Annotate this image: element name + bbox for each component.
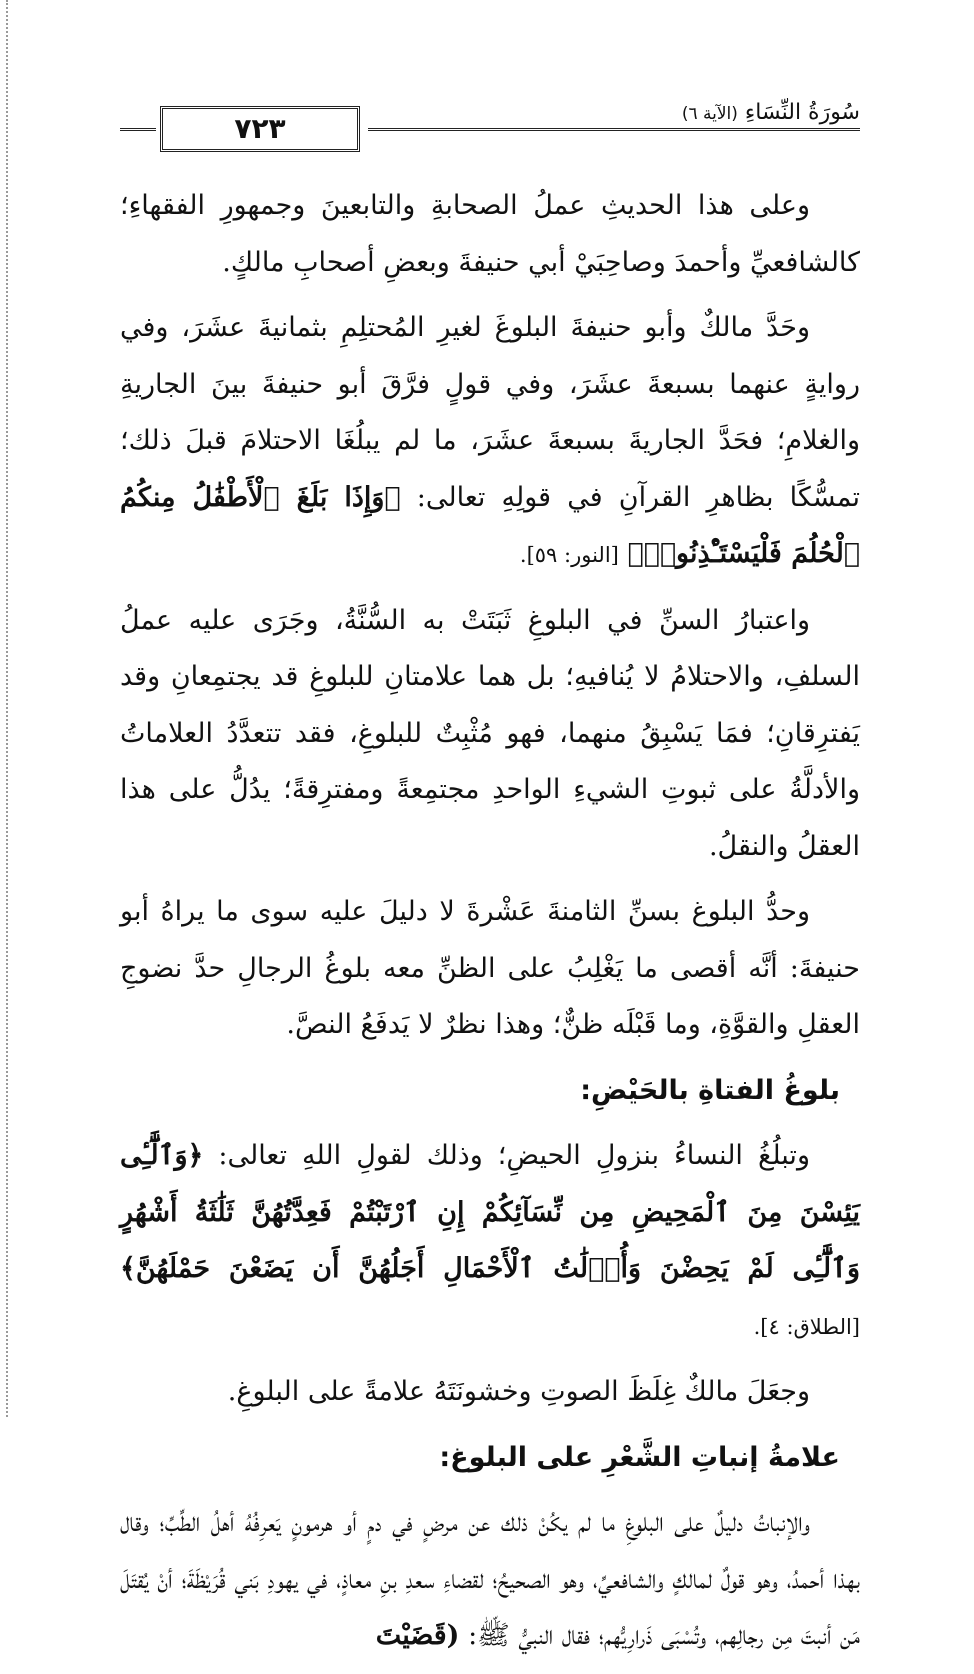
surah-title	[674, 100, 860, 125]
paragraph-text: واعتبارُ السنِّ في البلوغِ ثَبَتَتْ به السُّنَّةُ، وجَرَى عليه عملُ السلفِ، والاحتلامُ لا يُنافيهِ؛ بل هما علامتانِ للبلوغِ قد يجتمِعانِ وقد يَفترِقانِ؛ فمَا يَسْبِقُ منهما، فهو مُثْبِتٌ للبلوغِ، فقد تتعدَّدُ العلاماتُ والأدلَّةُ على ثبوتِ الشيءِ الواحدِ مجتمِعةً ومفترِقةً؛ يدُلُّ على هذا العقلُ والنقلُ.	[120, 604, 860, 862]
paragraph	[120, 1128, 860, 1355]
page-edge-dotted-line	[6, 0, 8, 1417]
section-heading	[120, 1430, 860, 1487]
ayah-reference: (الآية ٦)	[681, 104, 738, 124]
paragraph	[120, 884, 860, 1054]
paragraph	[120, 178, 860, 291]
quran-verse: ﴿وَٱلَّٰٓـِٔى يَئِسْنَ مِنَ ٱلْمَحِيضِ مِن نِّسَآئِكُمْ إِنِ ٱرْتَبْتُمْ فَعِدَّتُهُنَّ ثَلَٰثَةُ أَشْهُرٍ وَٱلَّٰٓـِٔى لَمْ يَحِضْنَ وَأُو۟لَٰتُ ٱلْأَحْمَالِ أَجَلُهُنَّ أَن يَضَعْنَ حَمْلَهُنَّ﴾	[120, 1140, 860, 1284]
heading-text: علامةُ إنباتِ الشَّعْرِ على البلوغ:	[439, 1441, 840, 1473]
page-body	[120, 178, 860, 1674]
header-rule-left	[120, 128, 156, 131]
verse-citation: [النور: ٥٩].	[519, 543, 619, 567]
paragraph-text: وحدُّ البلوغ بسنِّ الثامنةَ عَشْرةَ لا دليلَ عليه سوى ما يراهُ أبو حنيفةَ: أنَّه أقصى ما يَغْلِبُ على الظنِّ معه بلوغُ الرجالِ حدَّ نضوجِ العقلِ والقوَّةِ، وما قَبْلَه ظنٌّ؛ وهذا نظرٌ لا يَدفَعُ النصَّ.	[120, 896, 860, 1040]
paragraph-text: وحَدَّ مالكٌ وأبو حنيفةَ البلوغَ لغيرِ المُحتلِمِ بثمانيةَ عشَرَ، وفي روايةٍ عنهما بسبعةَ عشَرَ، وفي قولٍ فرَّقَ أبو حنيفةَ بينَ الجاريةِ والغلامِ؛ فحَدَّ الجاريةَ بسبعةَ عشَرَ، ما لم يبلُغَا الاحتلامَ قبلَ ذلك؛ تمسُّكًا بظاهرِ القرآنِ في قولِهِ تعالى:	[120, 312, 860, 513]
paragraph	[120, 1364, 860, 1421]
header-rule-right	[368, 128, 860, 131]
heading-text: بلوغُ الفتاةِ بالحَيْضِ:	[580, 1074, 840, 1106]
paragraph	[120, 1495, 860, 1665]
page-number: ٧٢٣	[234, 112, 286, 145]
paragraph-text: وتبلُغُ النساءُ بنزولِ الحيضِ؛ وذلك لقولِ اللهِ تعالى:	[218, 1140, 810, 1171]
surah-name: سُورَةُ النِّسَاءِ	[744, 100, 860, 125]
section-heading	[120, 1063, 860, 1120]
paragraph	[120, 300, 860, 584]
quran-verse: (قَضَيْتَ	[375, 1620, 460, 1651]
paragraph	[120, 593, 860, 876]
verse-citation: [الطلاق: ٤].	[753, 1314, 860, 1339]
page-header	[120, 100, 860, 160]
paragraph-text: وعلى هذا الحديثِ عملُ الصحابةِ والتابعينَ وجمهورِ الفقهاءِ؛ كالشافعيِّ وأحمدَ وصاحِبَيْ أبي حنيفةَ وبعضِ أصحابِ مالكٍ.	[120, 190, 860, 278]
paragraph-text: والإنباتُ دليلٌ على البلوغِ ما لم يكُنْ ذلك عن مرضٍ في دمٍ أو هرمونٍ يَعرِفُهُ أهلُ الطِّبِّ؛ وقال بهذا أحمدُ، وهو قولٌ لمالكٍ والشافعيِّ، وهو الصحيحُ؛ لقضاءِ سعدِ بنِ معاذٍ، في يهودِ بَني قُرَيْظَةَ؛ أنْ يُقتَلَ مَن أنبتَ مِن رجالِهم، وتُسْبَى ذَرارِيُّهم؛ فقال النبيُّ ﷺ:	[120, 1507, 860, 1651]
paragraph-text: وجعَلَ مالكٌ غِلَظَ الصوتِ وخشونَتَهُ علامةً على البلوغِ.	[227, 1376, 810, 1407]
page-number-box	[160, 106, 360, 152]
quran-verse: ﴿وَإِذَا بَلَغَ ٱلْأَطْفَٰلُ مِنكُمُ ٱلْحُلُمَ فَلْيَسْتَـْٔذِنُوا۟﴾	[120, 481, 860, 569]
